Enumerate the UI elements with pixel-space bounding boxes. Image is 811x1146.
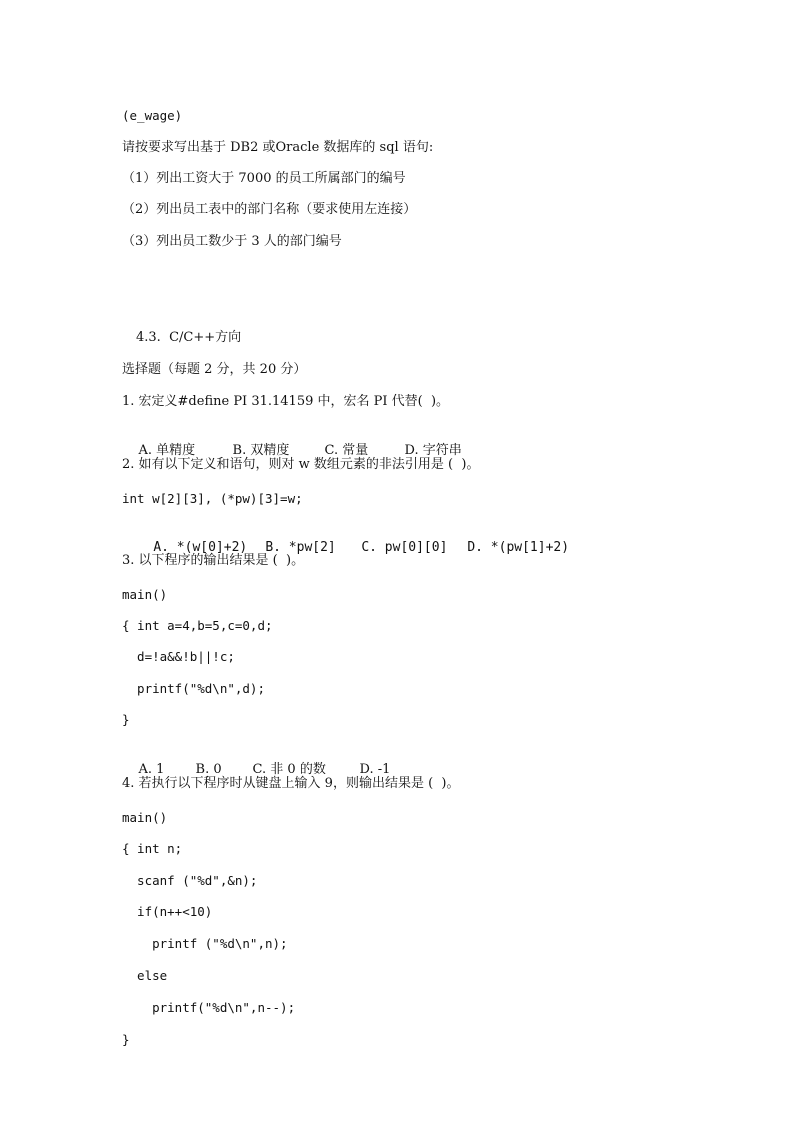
question-4: 4. 若执行以下程序时从键盘上输入 9，则输出结果是 ( )。 xyxy=(122,776,460,791)
q4-code-line-2: { int n; xyxy=(122,841,183,856)
sql-task-2: （2）列出员工表中的部门名称（要求使用左连接） xyxy=(122,202,417,217)
question-2-code: int w[2][3], (*pw)[3]=w; xyxy=(122,491,303,506)
q3-option-b: B. 0 xyxy=(195,762,222,777)
q2-option-c: C. pw[0][0] xyxy=(361,540,448,555)
q4-code-line-5: printf ("%d\n",n); xyxy=(122,936,288,951)
choice-section-title: 选择题（每题 2 分，共 20 分） xyxy=(122,362,307,377)
q1-option-b: B. 双精度 xyxy=(232,443,290,458)
q1-option-c: C. 常量 xyxy=(324,443,369,458)
section-heading: 4.3. C/C++方向 xyxy=(136,330,242,345)
q4-code-line-1: main() xyxy=(122,810,168,825)
q1-option-d: D. 字符串 xyxy=(404,443,462,458)
q3-option-a: A. 1 xyxy=(138,762,165,777)
q4-code-line-3: scanf ("%d",&n); xyxy=(122,873,258,888)
question-2: 2. 如有以下定义和语句，则对 w 数组元素的非法引用是 ( )。 xyxy=(122,457,480,472)
q4-code-line-7: printf("%d\n",n--); xyxy=(122,1000,296,1015)
q2-option-a: A. *(w[0]+2) xyxy=(153,540,248,555)
q3-option-c: C. 非 0 的数 xyxy=(252,762,326,777)
q4-code-line-4: if(n++<10) xyxy=(122,904,213,919)
question-3: 3. 以下程序的输出结果是 ( )。 xyxy=(122,553,305,568)
q2-option-d: D. *(pw[1]+2) xyxy=(467,540,570,555)
sql-task-1: （1）列出工资大于 7000 的员工所属部门的编号 xyxy=(122,171,406,186)
q1-option-a: A. 单精度 xyxy=(138,443,196,458)
q3-code-line-3: d=!a&&!b||!c; xyxy=(122,649,235,664)
q3-code-line-5: } xyxy=(122,712,130,727)
table-column-fragment: (e_wage) xyxy=(122,108,183,123)
q2-option-b: B. *pw[2] xyxy=(265,540,336,555)
question-1: 1. 宏定义#define PI 31.14159 中，宏名 PI 代替( )。 xyxy=(122,394,450,409)
q3-code-line-2: { int a=4,b=5,c=0,d; xyxy=(122,618,273,633)
q4-code-line-8: } xyxy=(122,1032,130,1047)
sql-task-intro: 请按要求写出基于 DB2 或Oracle 数据库的 sql 语句: xyxy=(122,140,434,155)
q3-code-line-1: main() xyxy=(122,587,168,602)
q3-code-line-4: printf("%d\n",d); xyxy=(122,681,265,696)
q3-option-d: D. -1 xyxy=(359,762,391,777)
sql-task-3: （3）列出员工数少于 3 人的部门编号 xyxy=(122,234,342,249)
q4-code-line-6: else xyxy=(122,968,168,983)
